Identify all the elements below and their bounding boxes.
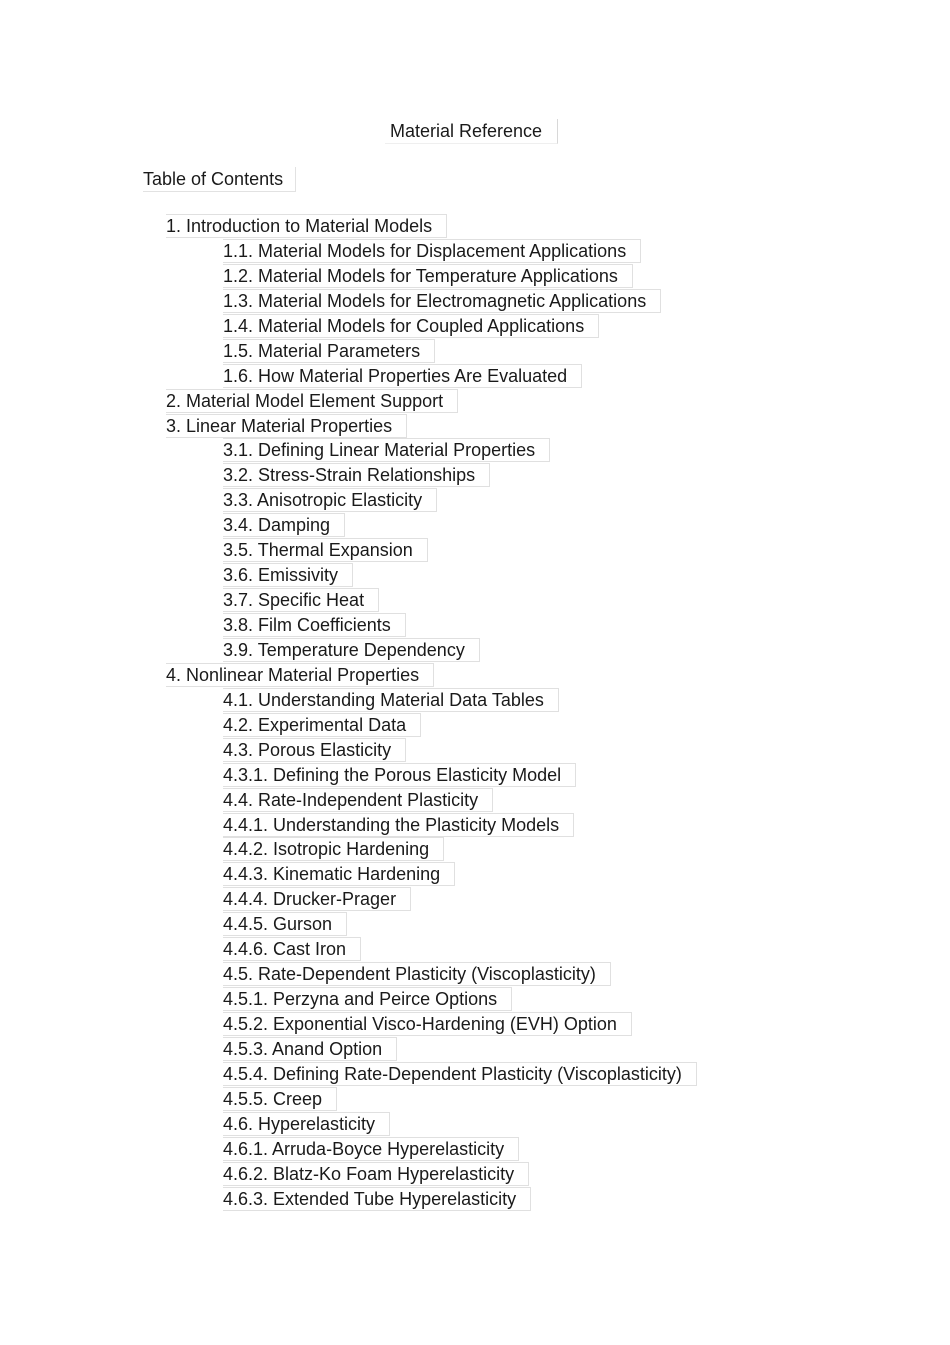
toc-entry — [0, 613, 950, 638]
toc-entry — [0, 937, 950, 962]
document-title: Material Reference — [385, 119, 558, 144]
toc-section-link[interactable]: 1.3. Material Models for Electromagnetic Applications — [223, 289, 661, 313]
toc-entry — [0, 713, 950, 738]
toc-section-link[interactable]: 4.1. Understanding Material Data Tables — [223, 688, 559, 712]
table-of-contents — [0, 214, 950, 1212]
toc-chapter-link[interactable]: 3. Linear Material Properties — [166, 414, 407, 438]
toc-entry — [0, 738, 950, 763]
toc-section-link[interactable]: 3.2. Stress-Strain Relationships — [223, 463, 490, 487]
toc-entry — [0, 688, 950, 713]
toc-entry — [0, 588, 950, 613]
toc-section-link[interactable]: 3.3. Anisotropic Elasticity — [223, 488, 437, 512]
toc-section-link[interactable]: 4.2. Experimental Data — [223, 713, 421, 737]
toc-entry — [0, 463, 950, 488]
toc-section-link[interactable]: 4.4. Rate-Independent Plasticity — [223, 788, 493, 812]
toc-entry — [0, 862, 950, 887]
toc-entry — [0, 563, 950, 588]
toc-section-link[interactable]: 4.3. Porous Elasticity — [223, 738, 406, 762]
toc-entry — [0, 289, 950, 314]
toc-section-link[interactable]: 4.4.3. Kinematic Hardening — [223, 862, 455, 886]
toc-section-link[interactable]: 4.5.5. Creep — [223, 1087, 337, 1111]
toc-heading: Table of Contents — [143, 167, 296, 192]
toc-section-link[interactable]: 4.4.6. Cast Iron — [223, 937, 361, 961]
toc-section-link[interactable]: 1.2. Material Models for Temperature Applications — [223, 264, 633, 288]
toc-section-link[interactable]: 4.6.3. Extended Tube Hyperelasticity — [223, 1187, 531, 1211]
toc-entry — [0, 887, 950, 912]
toc-entry — [0, 1037, 950, 1062]
toc-entry — [0, 339, 950, 364]
toc-entry — [0, 987, 950, 1012]
toc-section-link[interactable]: 4.6.2. Blatz-Ko Foam Hyperelasticity — [223, 1162, 529, 1186]
toc-entry — [0, 813, 950, 838]
toc-section-link[interactable]: 4.4.4. Drucker-Prager — [223, 887, 411, 911]
toc-section-link[interactable]: 4.4.2. Isotropic Hardening — [223, 837, 444, 861]
toc-entry — [0, 1112, 950, 1137]
toc-entry — [0, 638, 950, 663]
toc-section-link[interactable]: 4.5.2. Exponential Visco-Hardening (EVH) Option — [223, 1012, 632, 1036]
toc-section-link[interactable]: 3.9. Temperature Dependency — [223, 638, 480, 662]
toc-entry — [0, 314, 950, 339]
toc-section-link[interactable]: 4.6.1. Arruda-Boyce Hyperelasticity — [223, 1137, 519, 1161]
toc-entry — [0, 962, 950, 987]
toc-section-link[interactable]: 3.5. Thermal Expansion — [223, 538, 428, 562]
toc-entry — [0, 488, 950, 513]
toc-entry — [0, 264, 950, 289]
toc-entry — [0, 364, 950, 389]
toc-entry — [0, 538, 950, 563]
toc-entry — [0, 1012, 950, 1037]
toc-entry — [0, 1137, 950, 1162]
toc-section-link[interactable]: 3.8. Film Coefficients — [223, 613, 406, 637]
toc-entry — [0, 788, 950, 813]
toc-entry — [0, 389, 950, 414]
toc-section-link[interactable]: 4.5.4. Defining Rate-Dependent Plasticity (Viscoplasticity) — [223, 1062, 697, 1086]
toc-section-link[interactable]: 1.1. Material Models for Displacement Applications — [223, 239, 641, 263]
toc-entry — [0, 438, 950, 463]
toc-section-link[interactable]: 4.4.1. Understanding the Plasticity Models — [223, 813, 574, 837]
toc-entry — [0, 1187, 950, 1212]
toc-section-link[interactable]: 4.5. Rate-Dependent Plasticity (Viscoplasticity) — [223, 962, 611, 986]
toc-chapter-link[interactable]: 1. Introduction to Material Models — [166, 214, 447, 238]
toc-section-link[interactable]: 3.6. Emissivity — [223, 563, 353, 587]
toc-section-link[interactable]: 3.1. Defining Linear Material Properties — [223, 438, 550, 462]
toc-entry — [0, 214, 950, 239]
toc-section-link[interactable]: 4.4.5. Gurson — [223, 912, 347, 936]
toc-section-link[interactable]: 1.6. How Material Properties Are Evaluated — [223, 364, 582, 388]
toc-chapter-link[interactable]: 4. Nonlinear Material Properties — [166, 663, 434, 687]
toc-entry — [0, 1162, 950, 1187]
toc-entry — [0, 1062, 950, 1087]
toc-section-link[interactable]: 1.4. Material Models for Coupled Applications — [223, 314, 599, 338]
toc-section-link[interactable]: 3.7. Specific Heat — [223, 588, 379, 612]
toc-entry — [0, 912, 950, 937]
toc-entry — [0, 513, 950, 538]
toc-section-link[interactable]: 4.6. Hyperelasticity — [223, 1112, 390, 1136]
toc-section-link[interactable]: 4.3.1. Defining the Porous Elasticity Model — [223, 763, 576, 787]
toc-section-link[interactable]: 1.5. Material Parameters — [223, 339, 435, 363]
toc-entry — [0, 763, 950, 788]
toc-entry — [0, 414, 950, 439]
toc-entry — [0, 239, 950, 264]
toc-entry — [0, 1087, 950, 1112]
toc-section-link[interactable]: 3.4. Damping — [223, 513, 345, 537]
toc-section-link[interactable]: 4.5.1. Perzyna and Peirce Options — [223, 987, 512, 1011]
toc-entry — [0, 837, 950, 862]
toc-section-link[interactable]: 4.5.3. Anand Option — [223, 1037, 397, 1061]
toc-chapter-link[interactable]: 2. Material Model Element Support — [166, 389, 458, 413]
toc-entry — [0, 663, 950, 688]
